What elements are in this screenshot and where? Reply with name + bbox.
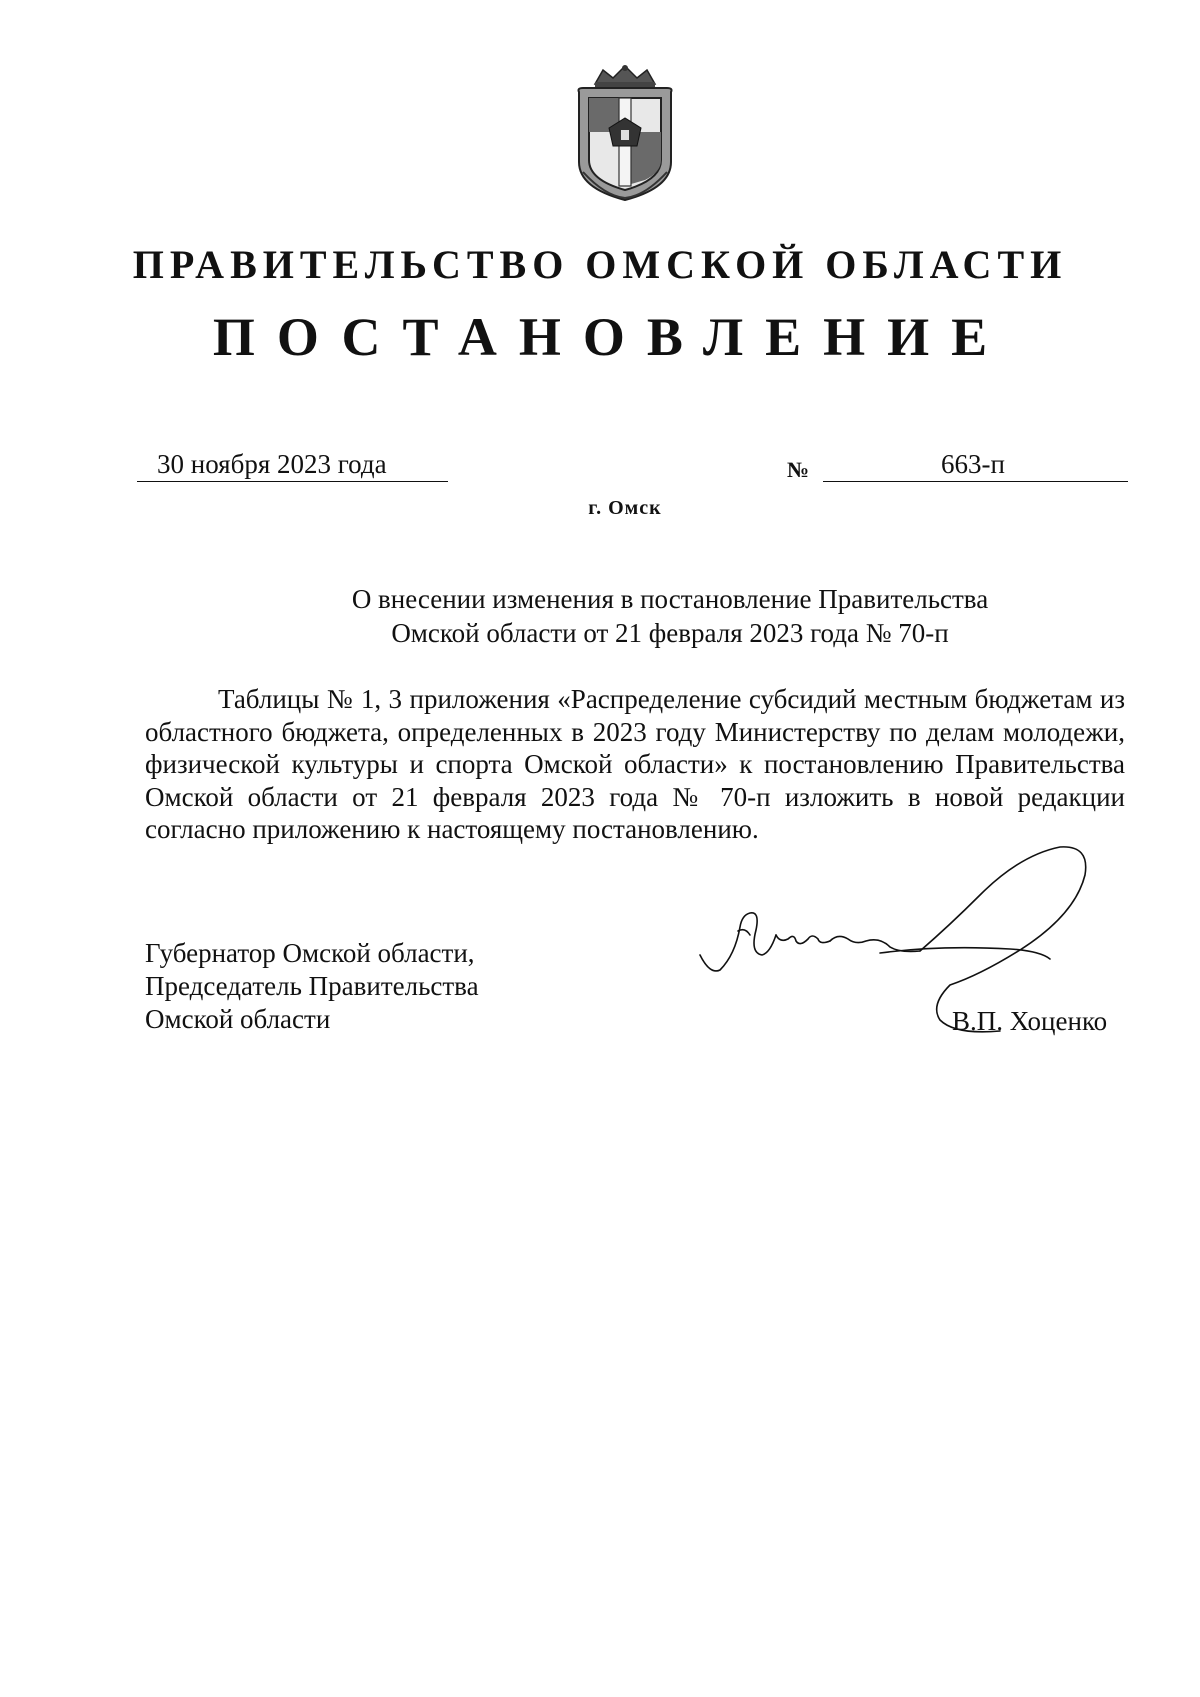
body-paragraph: Таблицы № 1, 3 приложения «Распределение субсидий местным бюджетам из областного бюджета, определенных в 2023 году Министерству по делам молодежи, физической культуры и спорта Омской области» к постановлению Правительства Омской области от 21 февраля 2023 года № 70-п изложить в новой редакции согласно приложению к настоящему постановлению. [145,684,1125,844]
number-sign: № [787,457,810,482]
signer-position-line-2: Председатель Правительства [145,971,479,1001]
coat-of-arms-icon [565,62,685,202]
document-date: 30 ноября 2023 года [157,449,387,479]
signer-position-line-3: Омской области [145,1004,331,1034]
signer-position-line-1: Губернатор Омской области, [145,938,475,968]
subject-line-2: Омской области от 21 февраля 2023 года № 70-п [391,618,949,648]
document-type-title: ПОСТАНОВЛЕНИЕ [212,307,1010,367]
number-field [823,447,1128,482]
document-number: 663-п [941,449,1005,479]
document-subject [300,582,1040,650]
city-label: г. Омск [588,497,662,519]
date-field [137,447,448,482]
signer-name: В.П. Хоценко [952,1006,1108,1036]
subject-line-1: О внесении изменения в постановление Правительства [351,584,989,614]
government-title: ПРАВИТЕЛЬСТВО ОМСКОЙ ОБЛАСТИ [132,242,1068,287]
signer-position [145,937,479,1036]
